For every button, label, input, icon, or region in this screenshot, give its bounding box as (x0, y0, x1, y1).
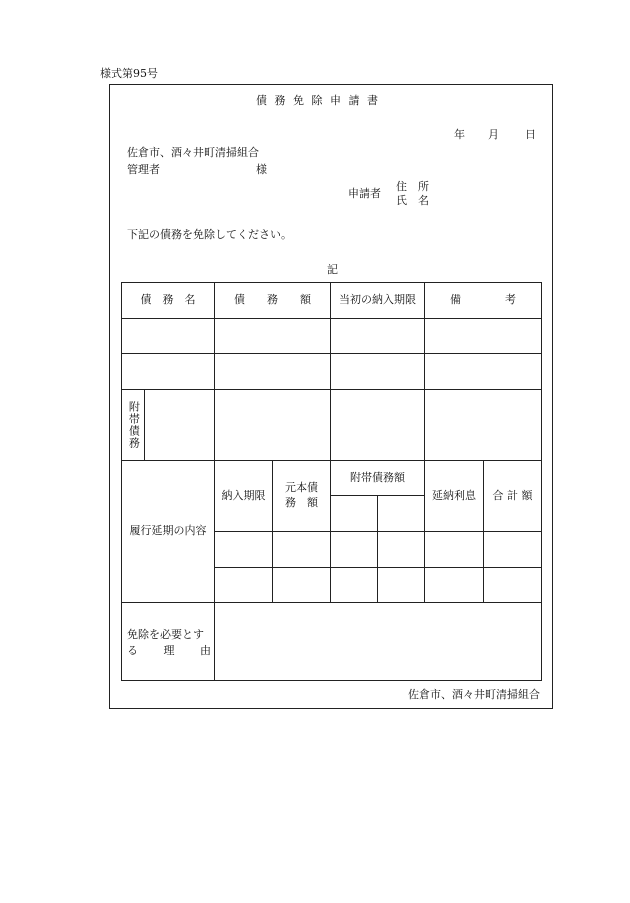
applicant-name-label: 氏 名 (396, 194, 429, 207)
header-original-deadline: 当初の納入期限 (339, 293, 416, 307)
date-year: 年 (454, 128, 465, 141)
applicant-label: 申請者 (348, 187, 381, 200)
request-text: 下記の債務を免除してください。 (127, 228, 292, 241)
form-number: 様式第95号 (100, 67, 158, 80)
reason-line1: 免除を必要とす (127, 628, 204, 641)
ancillary-amount-header: 附帯債務額 (350, 470, 405, 484)
ancillary-debt-label: 附帯債務 (127, 401, 141, 449)
late-interest-header: 延納利息 (432, 488, 476, 502)
principal-amount-line2: 務 額 (285, 496, 318, 509)
reason-line2-c: 由 (200, 643, 211, 657)
total-amount-header: 合 計 額 (492, 488, 533, 502)
header-remarks: 備 考 (450, 293, 516, 307)
reason-line2-a: る (127, 643, 138, 657)
applicant-address-label: 住 所 (396, 180, 429, 193)
debt-table (121, 282, 542, 681)
header-debt-name: 債 務 名 (140, 293, 196, 307)
form-title: 債 務 免 除 申 請 書 (256, 94, 380, 107)
ki-label: 記 (327, 263, 338, 276)
date-month: 月 (488, 128, 499, 141)
addressee-honorific: 様 (256, 163, 267, 176)
reason-label (127, 627, 211, 659)
footer-org: 佐倉市、酒々井町清掃組合 (408, 688, 540, 701)
reason-line2 (127, 643, 211, 659)
addressee-role: 管理者 (127, 163, 160, 176)
extension-label: 履行延期の内容 (129, 524, 207, 538)
reason-line2-b: 理 (163, 643, 175, 657)
principal-amount-header (273, 461, 330, 531)
payment-deadline-header: 納入期限 (221, 488, 266, 502)
principal-amount-line1: 元本債 (285, 481, 318, 495)
date-day: 日 (525, 128, 536, 141)
header-debt-amount: 債 務 額 (234, 293, 311, 307)
addressee-org: 佐倉市、酒々井町清掃組合 (127, 146, 259, 159)
